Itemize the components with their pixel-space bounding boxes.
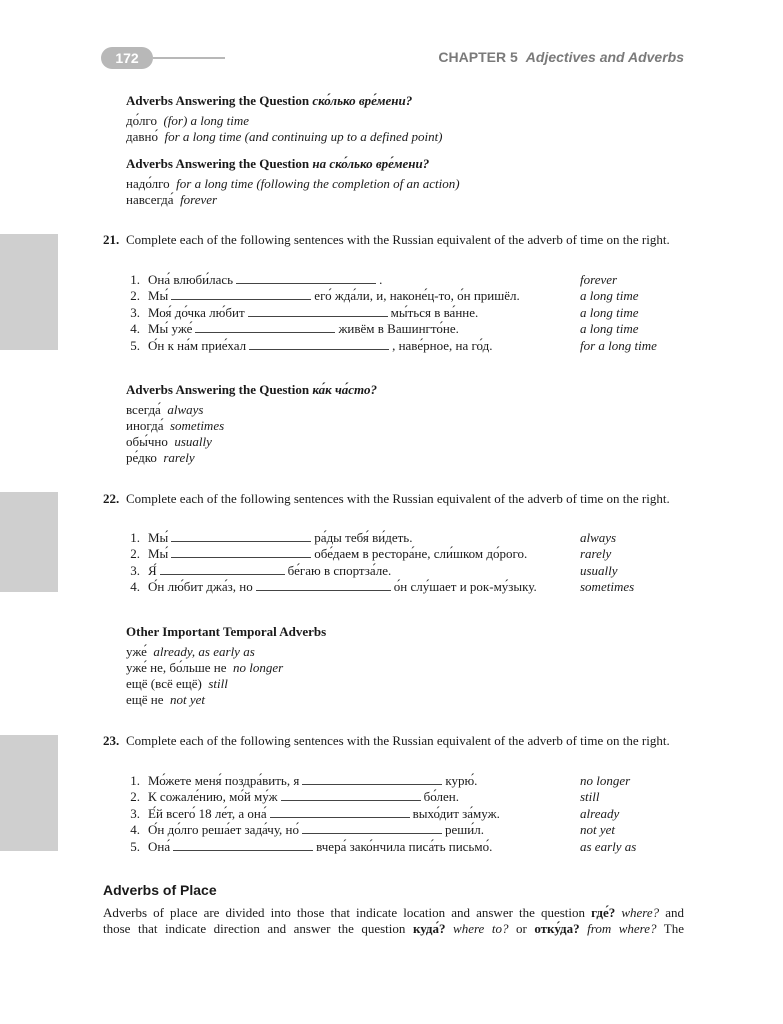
exercise-item: 1. Она́ влюби́лась . forever bbox=[130, 272, 618, 287]
answer-blank[interactable] bbox=[248, 305, 388, 317]
answer-blank[interactable] bbox=[171, 288, 311, 300]
exercise-item: 2. Мы́ его́ жда́ли, и, наконе́ц-то, о́н пришёл. a long time bbox=[130, 288, 639, 304]
vocab-entry: обы́чно usually bbox=[126, 434, 212, 449]
exercise-item: 3. Я́ бе́гаю в спортза́ле. usually bbox=[130, 562, 618, 578]
answer-blank[interactable] bbox=[249, 338, 389, 350]
side-tab-decoration bbox=[0, 492, 58, 592]
header-rule bbox=[153, 57, 225, 59]
vocab-entry: давно́ for a long time (and continuing up to a defined point) bbox=[126, 129, 443, 144]
vocab-list-how-often bbox=[126, 402, 224, 466]
vocab-list-other bbox=[126, 644, 283, 708]
vocab-entry: всегда́ always bbox=[126, 402, 204, 417]
paragraph-line: Adverbs of place are divided into those that indicate location and answer the question где́? where? and bbox=[103, 905, 684, 920]
exercise-instruction: Complete each of the following sentences with the Russian equivalent of the adverb of time on the right. bbox=[126, 733, 670, 748]
exercise-item: 5. Она́ вчера́ зако́нчила писа́ть письмо́. as early as bbox=[130, 838, 637, 854]
answer-blank[interactable] bbox=[173, 839, 313, 851]
section-heading-for-how-long: Adverbs Answering the Question на ско́лько вре́мени? bbox=[126, 156, 430, 171]
section-heading-how-often: Adverbs Answering the Question ка́к ча́сто? bbox=[126, 382, 377, 397]
exercise-item: 4. Мы́ уже́ живём в Вашингто́не. a long time bbox=[130, 321, 639, 337]
answer-blank[interactable] bbox=[302, 822, 442, 834]
vocab-entry: ре́дко rarely bbox=[126, 450, 195, 465]
vocab-list-for-how-long bbox=[126, 176, 460, 208]
answer-blank[interactable] bbox=[171, 530, 311, 542]
section-heading-how-long: Adverbs Answering the Question ско́лько вре́мени? bbox=[126, 93, 413, 108]
exercise-items bbox=[126, 530, 686, 596]
exercise-items bbox=[126, 272, 686, 354]
exercise-item: 3. Моя́ до́чка лю́бит мы́ться в ва́нне. a long time bbox=[130, 304, 639, 320]
answer-blank[interactable] bbox=[236, 272, 376, 284]
exercise-instruction: Complete each of the following sentences with the Russian equivalent of the adverb of time on the right. bbox=[126, 491, 670, 506]
page-number: 172 bbox=[101, 47, 153, 69]
answer-blank[interactable] bbox=[302, 773, 442, 785]
answer-blank[interactable] bbox=[171, 546, 311, 558]
chapter-title: Adjectives and Adverbs bbox=[525, 49, 684, 65]
running-header bbox=[438, 49, 684, 65]
exercise-item: 2. Мы́ обе́даем в рестора́не, сли́шком до́рого. rarely bbox=[130, 546, 612, 562]
answer-blank[interactable] bbox=[270, 806, 410, 818]
vocab-entry: навсегда́ forever bbox=[126, 192, 218, 207]
exercise-item: 1. Мо́жете меня́ поздра́вить, я курю́. no longer bbox=[130, 773, 631, 788]
exercise-item: 5. О́н к на́м прие́хал , наве́рное, на го́д. for a long time bbox=[130, 337, 657, 353]
side-tab-decoration bbox=[0, 234, 58, 350]
answer-blank[interactable] bbox=[281, 789, 421, 801]
vocab-entry: уже́ already, as early as bbox=[126, 644, 255, 659]
exercise-item: 4. О́н до́лго реша́ет зада́чу, но́ реши́л. not yet bbox=[130, 822, 616, 838]
answer-blank[interactable] bbox=[195, 321, 335, 333]
vocab-entry: ещё (всё ещё) still bbox=[126, 676, 228, 691]
answer-blank[interactable] bbox=[256, 579, 391, 591]
chapter-label: CHAPTER 5 bbox=[438, 49, 518, 65]
vocab-entry: надо́лго for a long time (following the completion of an action) bbox=[126, 176, 460, 191]
side-tab-decoration bbox=[0, 735, 58, 851]
paragraph-line: those that indicate direction and answer the question куда́? where to? or отку́да? from where? The bbox=[103, 921, 685, 936]
exercise-item: 1. Мы́ ра́ды тебя́ ви́деть. always bbox=[130, 530, 617, 545]
exercise-number: 21. bbox=[103, 232, 120, 247]
adverbs-of-place-paragraph bbox=[103, 905, 684, 937]
exercise-item: 4. О́н лю́бит джа́з, но о́н слу́шает и рок-му́зыку. sometimes bbox=[130, 579, 635, 595]
exercise-instruction: Complete each of the following sentences with the Russian equivalent of the adverb of time on the right. bbox=[126, 232, 670, 247]
exercise-items bbox=[126, 773, 686, 855]
section-title-adverbs-of-place: Adverbs of Place bbox=[103, 882, 217, 898]
vocab-entry: до́лго (for) a long time bbox=[126, 113, 250, 128]
exercise-number: 22. bbox=[103, 491, 120, 506]
exercise-number: 23. bbox=[103, 733, 120, 748]
vocab-entry: ещё не not yet bbox=[126, 692, 206, 707]
vocab-list-how-long bbox=[126, 113, 443, 145]
vocab-entry: уже́ не, бо́льше не no longer bbox=[126, 660, 284, 675]
exercise-item: 3. Е́й всего́ 18 ле́т, а она́ выхо́дит за́муж. already bbox=[130, 805, 620, 821]
answer-blank[interactable] bbox=[160, 563, 285, 575]
section-heading-other: Other Important Temporal Adverbs bbox=[126, 624, 327, 639]
exercise-item: 2. К сожале́нию, мо́й му́ж бо́лен. still bbox=[130, 789, 600, 805]
vocab-entry: иногда́ sometimes bbox=[126, 418, 225, 433]
